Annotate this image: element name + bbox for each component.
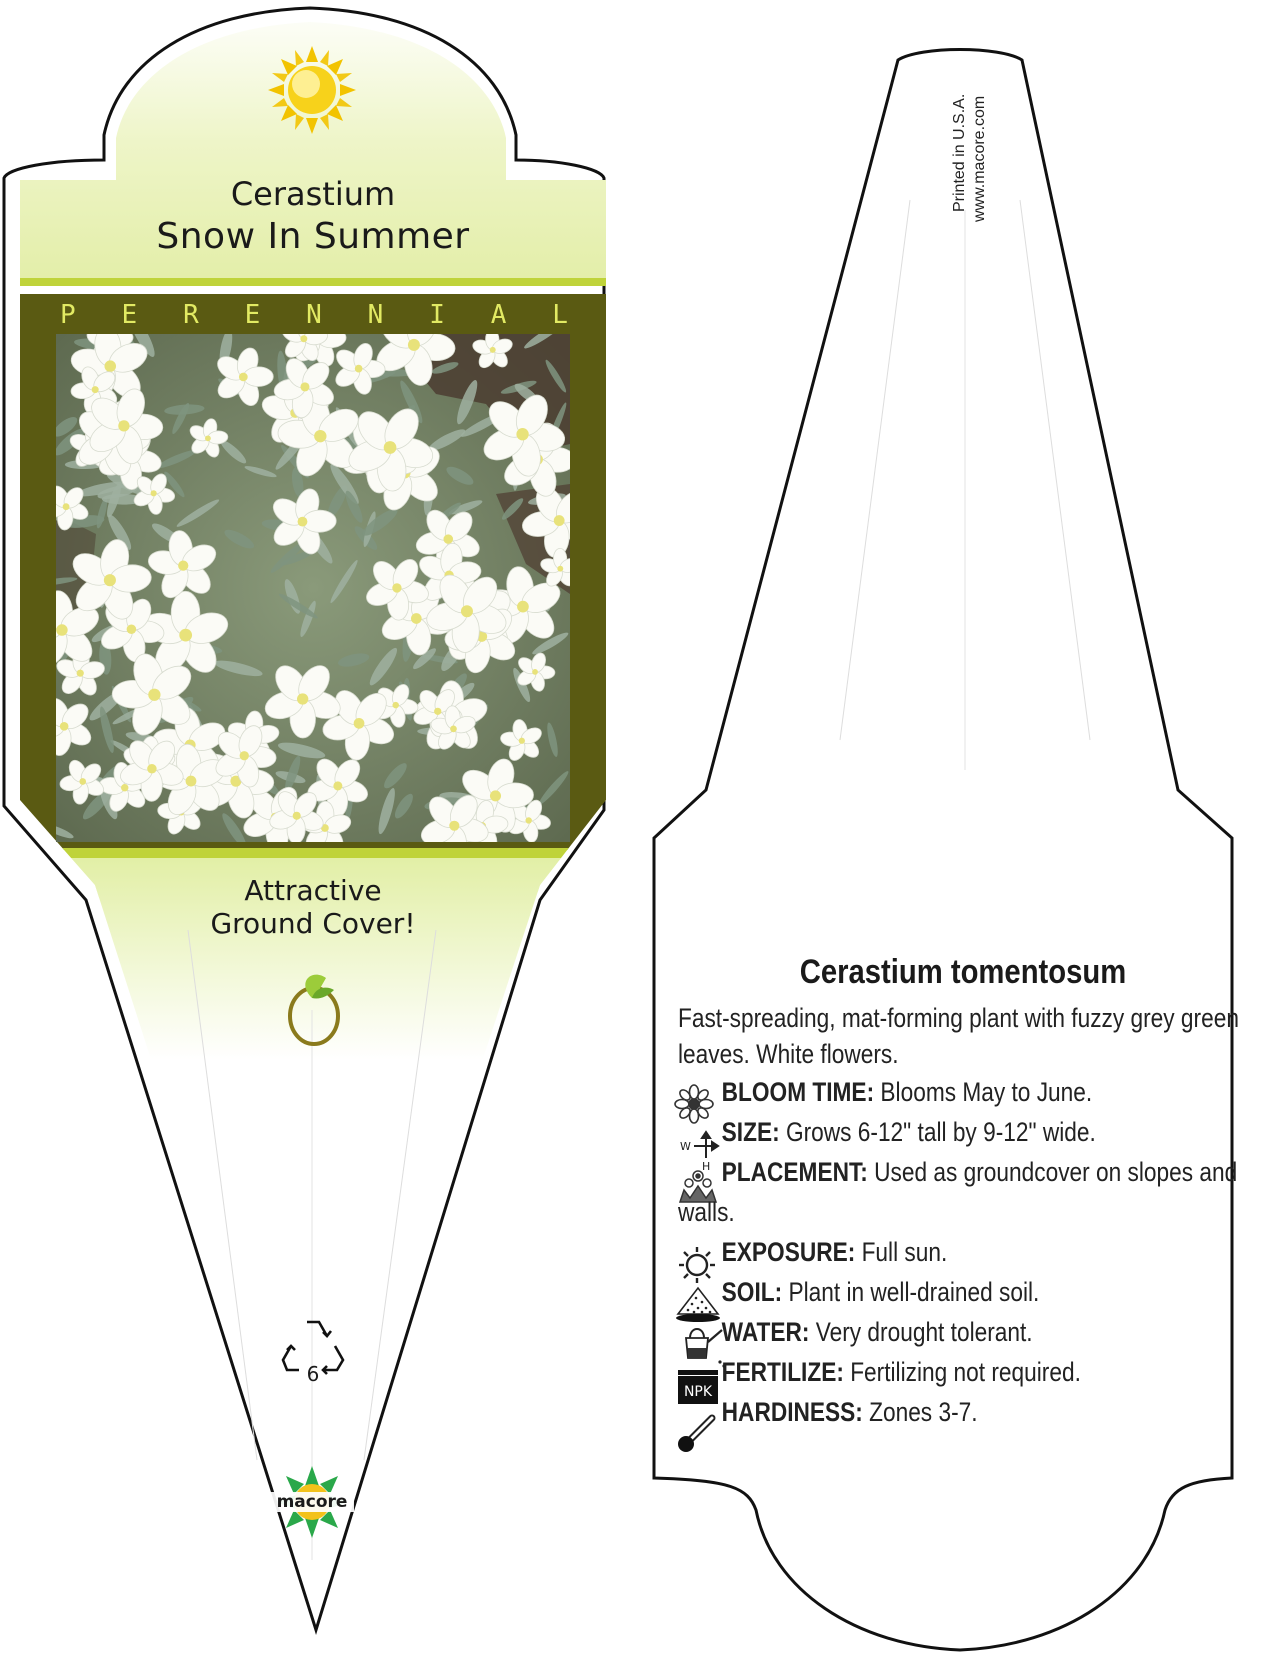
tagline (150, 874, 476, 940)
recycle-number: 6 (306, 1362, 320, 1386)
care-fertilize (678, 1352, 1241, 1392)
print-info (943, 52, 995, 222)
care-soil (678, 1272, 1241, 1312)
care-exposure (678, 1232, 1241, 1272)
plant-cultivar: Snow In Summer (156, 216, 470, 257)
care-text: Full sun. (855, 1237, 948, 1267)
care-label: WATER: (721, 1317, 810, 1347)
care-label: EXPOSURE: (721, 1237, 856, 1267)
category-letter: E (121, 300, 138, 330)
care-label: HARDINESS: (721, 1397, 863, 1427)
care-text: Very drought tolerant. (809, 1317, 1033, 1347)
sun-exposure-icon (268, 46, 356, 134)
plant-genus: Cerastium (230, 175, 396, 213)
svg-text:H: H (702, 1160, 711, 1173)
care-info-panel (678, 953, 1248, 1432)
plant-description: Fast-spreading, mat-forming plant with fuzzy grey green leaves. White flowers. (678, 1003, 1239, 1069)
care-text: Grows 6-12" tall by 9-12" wide. (779, 1117, 1096, 1147)
brand-name: macore (276, 1492, 348, 1512)
botanical-name: Cerastium tomentosum (799, 953, 1127, 991)
care-text: Plant in well-drained soil. (782, 1277, 1040, 1307)
care-label: BLOOM TIME: (721, 1077, 875, 1107)
care-label: PLACEMENT: (721, 1157, 868, 1187)
care-placement (678, 1152, 1241, 1232)
category-letter: R (183, 300, 199, 330)
category-letter: I (429, 300, 445, 330)
tagline-line-2: Ground Cover! (210, 907, 416, 941)
category-letter: P (60, 300, 76, 330)
npk-label: NPK (683, 1384, 713, 1400)
care-text: Fertilizing not required. (843, 1357, 1081, 1387)
care-text: Used as groundcover on slopes and walls. (678, 1157, 1238, 1227)
category-banner (20, 300, 606, 330)
care-water (678, 1312, 1241, 1352)
care-bloom-time (678, 1072, 1241, 1112)
care-text: Zones 3-7. (862, 1397, 978, 1427)
category-letter: N (367, 300, 384, 330)
category-letter: L (552, 300, 568, 330)
plant-photo (56, 334, 570, 842)
tagline-line-1: Attractive (244, 874, 382, 907)
category-letter: E (244, 300, 261, 330)
website: www.macore.com (971, 95, 988, 222)
care-hardiness (678, 1392, 1241, 1432)
care-size (678, 1112, 1241, 1152)
care-text: Blooms May to June. (874, 1077, 1093, 1107)
care-label: SIZE: (721, 1117, 780, 1147)
care-label: FERTILIZE: (721, 1357, 844, 1387)
care-list (678, 1072, 1241, 1432)
category-letter: A (490, 300, 507, 330)
care-label: SOIL: (721, 1277, 783, 1307)
category-letter: N (306, 300, 322, 330)
print-origin: Printed in U.S.A. (951, 93, 968, 212)
svg-text:W: W (680, 1140, 691, 1153)
